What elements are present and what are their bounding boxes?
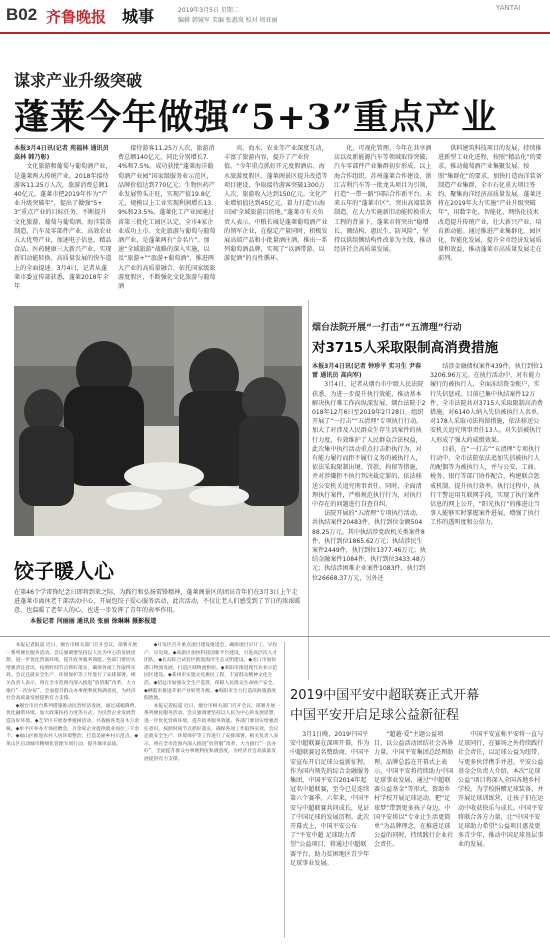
story1-text-2: 接待游客11.25万人次，旅游消费总额140亿元，同比分别增长7.4%和7.5%。成功获批“蓬莱海洋葡萄酒产业园”国家级服务业示范区，品牌价值达到770亿元；生物医药产业发展势头正旺，实现产值19.8亿元，规模以上工业实现利润增长13.9%和23.5%。蓬莱化工产业园通过省第三批化工园区认定，全市4家企业成功上市。文化旅游与葡萄与葡萄酒产业，是蓬莱两有“金名片”。加速“全域旅游”战略的深入实施，以及“旅游+”“旅游+葡萄酒”，推进两大产业的高质量融合，依托国家级旅游度假区，不断强化文化旅游与葡萄酒 xyxy=(118,145,216,291)
dumpling-photo-illustration xyxy=(14,306,302,536)
section-divider xyxy=(0,636,550,637)
bottom-column-divider xyxy=(284,642,285,938)
story4-column-2 xyxy=(374,730,454,938)
story2-text-1: 3月4日，记者从烟台市中级人民法院获悉，为进一步提升执行效能，推动基本解决执行难工作向纵深发展，烟台法院于2018年12月6日至2019年2月28日，组织开展了“一打击”“五清理”专项执行行动。加大了对涉及人民群众生存生活案件的执行力度，有效维护了人民群众合法权益，此次集中执行活动重点打击拒执行为，对有能力履行而拒不履行义务的被执行人，依法采取限制出境、罚款、拘留等措施，并对涉嫌拒不执行判决裁定罪的，依法移送公安机关追究刑事责任。同时，全面清理执行案件，严格规范执行行为，对执行中存在的问题进行自查自纠。 xyxy=(312,381,426,509)
story1-column-2 xyxy=(118,144,218,292)
story4-headline: 中国平安开启足球公益新征程 xyxy=(290,708,460,723)
story2-text-4: 目前，在“一打击”“五清理”专项执行行动中，全市法院依法追加失信被执行人的配偶等为被执行人，并与公安、工商、税务、银行等部门协作配合，构建联合惩戒机制，提升执行效率。执行过程中，执行干警运用互联网手段，实现了执行案件信息的网上公开，“阳光执行”的推进让当事人能够实时掌握案件进展，增强了执行工作的透明度和公信力。 xyxy=(430,445,541,527)
story3-headline: 饺子暖人心 xyxy=(14,559,114,583)
section-title: 城事 xyxy=(122,7,155,26)
bottom-text-2: ◆烟台市出台系列措施推动民营经济发展。通过减税降费、优化融资环境、加大政策扶持力度等方式，为民营企业发展营造良好环境。◆芝罘区开展春季植树活动，共栽植各类苗木万余株。◆牟平区举办专场招聘会，百余家企业提供就业岗位三千余个。◆福山区推进农村人居环境整治，打造美丽乡村示范点。◆莱山区启动城市精细化管理专项行动，提升城市品质。 xyxy=(6,703,140,747)
story3-caption: 在第46个学雷锋纪念日即将到来之际，为践行和弘扬雷锋精神，蓬莱阁景区的团员青年们在3月3日上午走进蓬莱市离休老干部活动中心，开展包饺子爱心服务活动，此次活动，不仅让老人们感受到了节日的浓浓暖意，也温暖了老年人的心，也进一步发挥了青年的表率作用。 xyxy=(14,589,301,615)
story1-text-5: 供料建筑科技项目的发展，持续推进新型工业化进程，按照“精品化”的要求，推动葡萄酒产业集聚发展。按照“集群化”的要求，加快打造海洋装备制造产业集群，全市石化重大项目签约，聚集海洋经济高质量发展。蓬莱还将在2019年大力实施“产业升级突破年”，用数字化、智能化、网络化技术改造提升传统产业，壮大新兴产业，培育新动能。通过推进产业集群化、园区化、智能化发展，提升全市经济发展质量和效益，推动蓬莱市高质量发展走在前列。 xyxy=(438,145,542,263)
dumpling-photo xyxy=(14,306,302,536)
story4-kicker: 2019中国平安中超联赛正式开幕 xyxy=(290,688,480,703)
bottom-text-1: 本报记者报道 近日，烟台市相关部门召开会议，部署开展一系列便民服务活动。会议强调要坚持以人民为中心的发展思想，进一步优化营商环境，提升政务服务效能。各部门要切实增强责任意识，按照时间节点抓好落实，确保各项工作取得实效。会议还就安全生产、环境保护等工作进行了安排部署。相关负责人表示，将在全市范围内深入推进“放管服”改革，大力推行“一次办好”，全面提升群众办事便利度和满意度，为经济社会高质量发展提供有力支撑。 xyxy=(6,643,138,702)
headline-divider xyxy=(14,138,544,139)
story1-text-4: 化，可视化管理。今年在共享酒店以及新能源汽车等领域取得突破，汽车零部件产业集群初步形成，以上海合作组织、苏州蓬莱合作建设、浙江吉利汽车等一批龙头项目为引领，打造“一带一路”国际合作新平台。未来五年的“蓬莱市区”，突出高端装备制造，在大力实施新旧动能转换重大工程的背景下，蓬莱市将突出“稳增长、调结构、惠民生、防风险”，坚持以供给侧结构性改革为主线，推动经济社会高质量发展。 xyxy=(334,145,432,254)
editor-line: 编辑 韩镜军 美编 张惠岚 校对 周亚丽 xyxy=(178,17,278,24)
story1-headline: 蓬莱今年做强“5+3”重点产业 xyxy=(14,97,498,138)
page-number: B02 xyxy=(6,5,38,24)
story4-column-1 xyxy=(290,730,370,938)
bottom-text-4: 本报记者报道 近日，烟台市相关部门召开会议，部署开展一系列便民服务活动。会议强调要坚持以人民为中心的发展思想，进一步优化营商环境，提升政务服务效能。各部门要切实增强责任意识，按照时间节点抓好落实，确保各项工作取得实效。会议还就安全生产、环境保护等工作进行了安排部署。相关负责人表示，将在全市范围内深入推进“放管服”改革，大力推行“一次办好”，全面提升群众办事便利度和满意度，为经济社会高质量发展提供有力支撑。 xyxy=(144,703,280,762)
story4-text-2: “超越·爱”主题公益项目，以公益活动团结社会各界力量。中国平安集团总经理助理、品牌总监在开幕式上表示，中国平安将持续助力中国足球事业发展，通过“中超联赛公益基金”等形式，资助乡村学校开展足球运动，把“足球梦”带到更多孩子身边。中国平安将以“专业让生活更简单”为品牌理念，在推进足球公益的同时，持续践行企业社会责任。 xyxy=(374,731,454,849)
story1-kicker: 谋求产业升级突破 xyxy=(14,71,143,90)
story3-credit: 本报记者 闫丽丽 通讯员 张丽 徐琳琳 摄影报道 xyxy=(30,618,157,625)
story2-headline: 对3715人采取限制高消费措施 xyxy=(312,340,499,356)
page-header xyxy=(0,0,550,34)
story1-byline: 本报3月4日讯(记者 苑福林 通讯员 高林 韩乃彰) xyxy=(14,145,109,162)
story2-byline: 本报3月4日讯(记者 钟珍平 实习生 尹春雷 通讯员 高向军) xyxy=(312,363,422,380)
story2-column-1 xyxy=(312,362,426,672)
story1-text-1: 文化旅游和葡萄与葡萄酒产业，是蓬莱两大传统产业。2018年接待游客11.25万人次，旅游消费总额140亿元。蓬莱市把2019年作为“产业升级突破年”，提出了做强“5+3”重点产业的目标任务，不断提升文化旅游、葡萄与葡萄酒、海洋装备制造、汽车及零部件产业，高效农业五大优势产业，加速电子信息、精品食品、医药健康三大新兴产业，实现新旧动能转换、高质量发展的快车道上的全面提速。3月4日，记者从蓬莱市委宣传部获悉，蓬莱2018年全年 xyxy=(14,163,112,291)
bottom-left-column-1 xyxy=(6,642,140,940)
story2-text-2: 法院开展的“五清理”专项执行活动，共执结案件20483件，执行到位金额50488.25万元。其中执结涉党政机关类案件8件，执行到位1865.62万元；执结涉民生案件2449件，执行到位1377.46万元；执结金融案件1084件，执行到位3433.48万元；执结涉困难企业案件1083件，执行到位26668.37万元，另外还 xyxy=(312,510,426,582)
stamp-text: YANTAI xyxy=(496,4,521,12)
story1-text-3: 宾、海水、农业等产业深度互动，丰富了旅游内容，提升了产业价值。“今年重点抓好开元度假酒店、海水旅游度假区、蓬莱阁景区提升改造等项目建设，争取接待游客突破1300万人次，旅游收入达到150亿元。文化产业增加值达到45亿元，着力打造‘山海田园’全域旅游目的地。”蓬莱市有关负责人表示。中粮长城是蓬莱葡萄酒产业的领军企业，在稳定产量同时，积极发展高端产品和小批量酒庄酒，推出一系列葡萄酒品牌，实现了“以酒带游、以游促酒”的良性循环。 xyxy=(224,145,328,263)
story1-column-3 xyxy=(224,144,328,292)
story4-column-3 xyxy=(458,730,544,938)
bottom-text-3: ◆开发区召开重点项目建设推进会，确保项目早开工、早投产、早见效。◆高新区加快科技创新平台建设，引进高层次人才团队。◆长岛综合试验区推进海洋生态文明建设。◆龙口市加快港口物流发展，打造区域物流枢纽。◆莱阳市推进现代农业示范园区建设。◆莱州市实施文化惠民工程，丰富群众精神文化生活。◆招远市加强安全生产监管，保障人民群众生命财产安全。◆栖霞市推进苹果产业转型升级。◆海阳市全力打造滨海旅游度假胜地。 xyxy=(144,643,278,702)
story2-text-3: 结涉金融债权案件439件，执行到位13206.96万元。在执行活动中，对有能力履行的被执行人，全面冻结资金账户，实行失信惩戒。目前已集中执结案件12万件，全市法院共对3715人采取限制高消费措施，对6140人纳入失信被执行人名单，对178人采取司法拘留措施，依法移送公安机关追究刑事责任13人。对失信被执行人形成了强大的威慑效果。 xyxy=(430,363,544,444)
bottom-left-column-2 xyxy=(144,642,280,940)
story4-text-3: 中国平安宣称平安将一直与足球同行，在赛场之外持续践行社会责任，以足球公益为纽带，与更多伙伴携手并进。平安公益基金会负责人介绍，本次“足球公益”项目将深入全国各地乡村学校，为学校捐赠足球装备，并开展足球训练营，让孩子们在运动中收获快乐与成长。中国平安将联合各方力量，让“中国平安 足球助力希望”公益项目惠及更多青少年，推动中国足球基层事业的发展。 xyxy=(458,731,544,849)
story1-column-4 xyxy=(334,144,432,292)
newspaper-logo: 齐鲁晚报 xyxy=(46,8,107,26)
story4-text-1: 3月1日晚，2019中国平安中超联赛在深圳开幕，作为中超联赛冠名赞助商，中国平安宣布开启足球公益新征程。作为国内领先的综合金融服务集团，中国平安自2014年起冠名中超联赛，至今已是连续第六个赛季。六年来，中国平安与中超联赛共同成长，见证了中国足球的发展历程。此次开幕式上，中国平安公布了“平安中超 足球助力希望”公益项目，将通过中超联赛平台，助力贫困地区青少年足球事业发展。 xyxy=(290,731,370,867)
story1-column-1 xyxy=(14,144,112,292)
column-divider xyxy=(308,300,309,680)
story2-column-2 xyxy=(430,362,544,672)
issue-date: 2019年3月5日 星期二 xyxy=(178,7,239,14)
story2-kicker: 烟台法院开展“一打击”“五清理”行动 xyxy=(312,323,462,333)
story1-column-5 xyxy=(438,144,544,292)
